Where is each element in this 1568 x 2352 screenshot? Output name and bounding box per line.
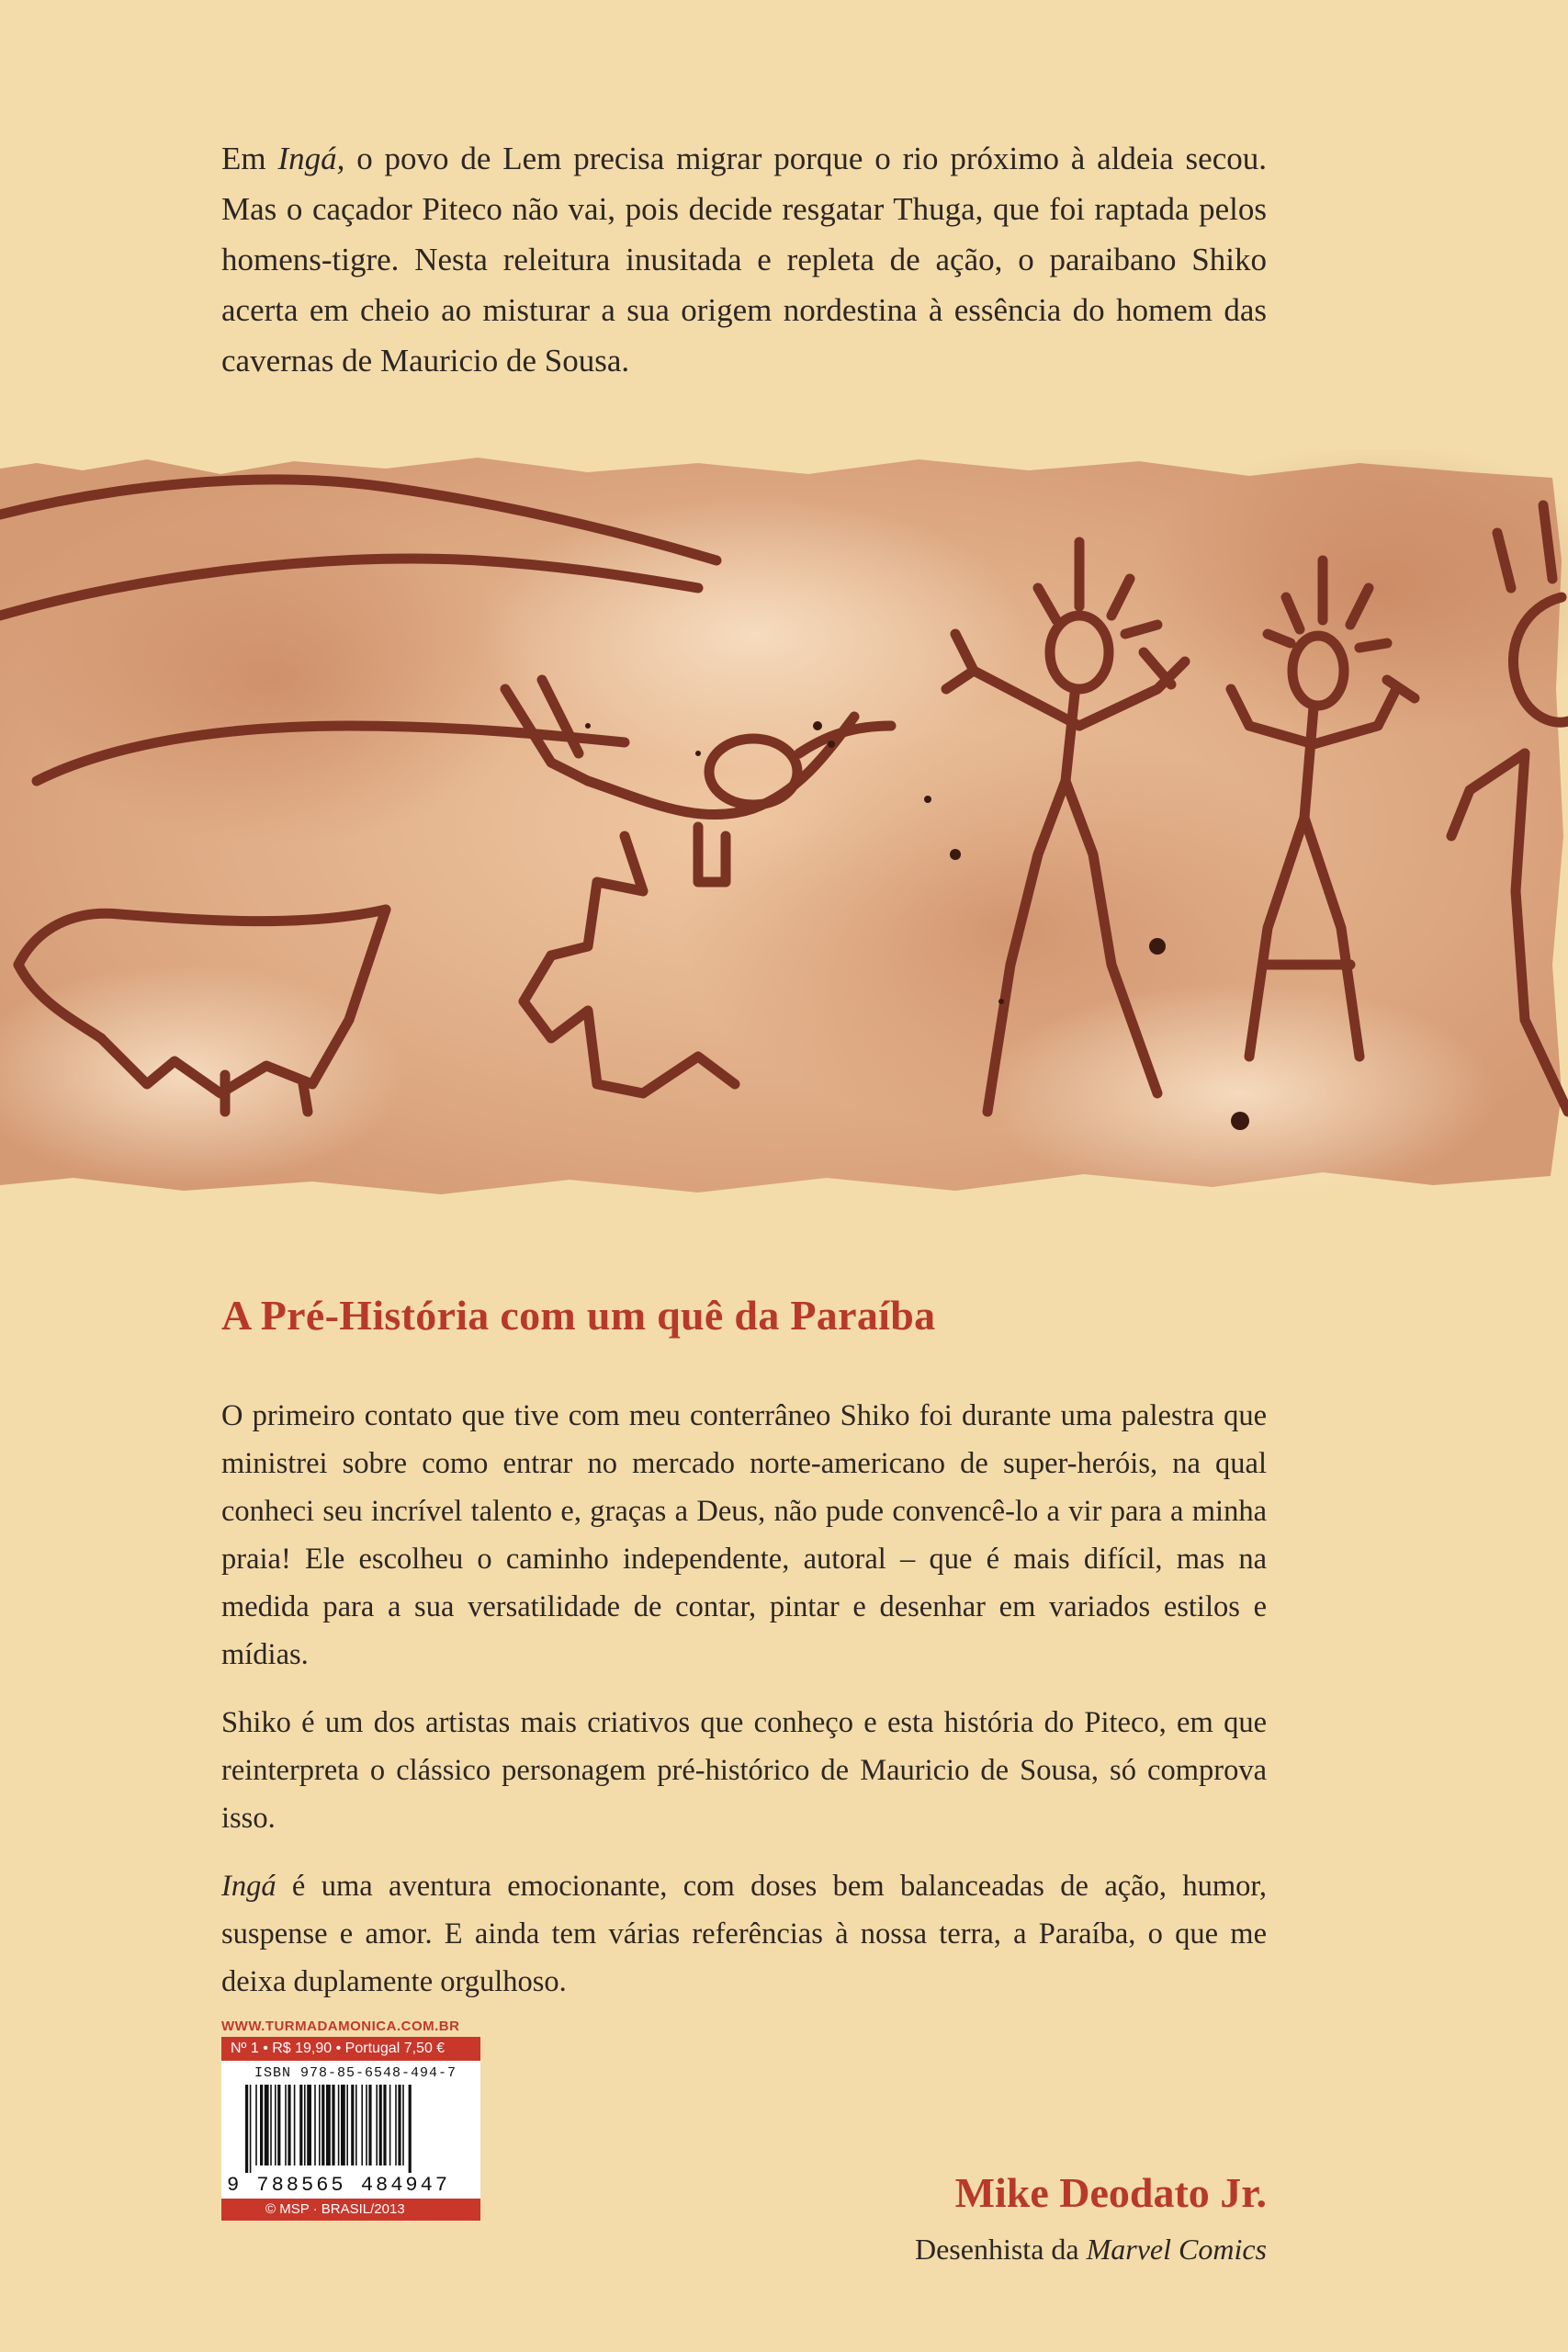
barcode-bar — [402, 2085, 404, 2165]
barcode-bar — [314, 2085, 316, 2165]
barcode-bar — [366, 2085, 367, 2165]
barcode-bar — [245, 2085, 248, 2173]
synopsis-prefix: Em — [221, 141, 278, 176]
barcode-bar — [265, 2085, 269, 2165]
barcode-bar — [398, 2085, 400, 2165]
foreword-title: Ingá — [221, 1870, 276, 1903]
price-line: Nº 1 • R$ 19,90 • Portugal 7,50 € — [221, 2037, 480, 2061]
barcode-bar — [321, 2085, 324, 2165]
barcode-bar — [379, 2085, 382, 2165]
foreword-text — [221, 1392, 1267, 2026]
barcode-bar — [260, 2085, 263, 2165]
barcode-bar — [355, 2085, 357, 2165]
barcode-bar — [346, 2085, 348, 2165]
barcode-digits: 9 788565 484947 — [227, 2174, 451, 2197]
barcode-bar — [299, 2085, 302, 2165]
barcode-bar — [389, 2085, 391, 2165]
barcode-bar — [326, 2085, 331, 2165]
barcode-bar — [307, 2085, 311, 2165]
author-role — [915, 2233, 1267, 2267]
barcode-bar — [270, 2085, 272, 2165]
isbn-number: ISBN 978-85-6548-494-7 — [254, 2065, 457, 2081]
barcode-block — [221, 2017, 480, 2221]
barcode-bar — [277, 2085, 280, 2165]
barcode-bar — [361, 2085, 363, 2165]
barcode-bar — [255, 2085, 257, 2165]
barcode-panel — [221, 2061, 480, 2199]
barcode-bar — [294, 2085, 296, 2165]
barcode-bar — [275, 2085, 276, 2165]
section-title: A Pré-História com um quê da Paraíba — [221, 1292, 936, 1339]
copyright-line: © MSP · BRASIL/2013 — [221, 2199, 480, 2221]
barcode-bar — [338, 2085, 340, 2165]
cave-painting-illustration — [0, 450, 1568, 1213]
synopsis-title: Ingá, — [277, 141, 345, 176]
barcode-bar — [383, 2085, 386, 2165]
website-url: WWW.TURMADAMONICA.COM.BR — [221, 2018, 460, 2034]
foreword-paragraph-2: Shiko é um dos artistas mais criativos que conheço e esta história do Piteco, em que reinterpreta o clássico personagem pré-histórico de Mauricio de Sousa, só comprova isso. — [221, 1706, 1267, 1835]
author-role-prefix: Desenhista da — [914, 2233, 1087, 2266]
author-role-company: Marvel Comics — [1086, 2233, 1267, 2266]
barcode-bar — [376, 2085, 378, 2165]
barcode-bar — [285, 2085, 287, 2165]
barcode-bar — [304, 2085, 306, 2165]
barcode-bar — [368, 2085, 371, 2165]
barcode-bar — [319, 2085, 321, 2165]
synopsis-text: o povo de Lem precisa migrar porque o rio próximo à aldeia secou. Mas o caçador Piteco não vai, pois decide resgatar Thuga, que foi raptada pelos homens-tigre. Nesta releitura inusitada e repleta de ação, o paraibano Shiko acerta em cheio ao misturar a sua origem nordestina à essência do homem das cavernas de Mauricio de Sousa. — [221, 141, 1267, 379]
barcode-bar — [409, 2085, 412, 2173]
barcode-bar — [395, 2085, 397, 2165]
barcode-bar — [332, 2085, 334, 2165]
foreword-paragraph-1: O primeiro contato que tive com meu conterrâneo Shiko foi durante uma palestra que ministrei sobre como entrar no mercado norte-americano de super-heróis, na qual conheci seu incrível talento e, graças a Deus, não pude convencê-lo a vir para a minha praia! Ele escolheu o caminho independente, autoral – que é mais difícil, mas na medida para a sua versatilidade de contar, pintar e desenhar em variados estilos e mídias. — [221, 1399, 1267, 1671]
foreword-paragraph-3 — [221, 1862, 1267, 2006]
synopsis-paragraph — [221, 133, 1267, 386]
barcode-bar — [341, 2085, 345, 2165]
barcode-bar — [351, 2085, 354, 2165]
barcode-bar — [288, 2085, 290, 2165]
barcode-bars — [229, 2085, 473, 2173]
author-name: Mike Deodato Jr. — [954, 2169, 1267, 2216]
foreword-paragraph-3-text: é uma aventura emocionante, com doses bem balanceadas de ação, humor, suspense e amor. E ainda tem várias referências à nossa terra, a Paraíba, o que me deixa duplamente orgulhoso. — [221, 1870, 1267, 1998]
barcode-bar — [250, 2085, 252, 2173]
